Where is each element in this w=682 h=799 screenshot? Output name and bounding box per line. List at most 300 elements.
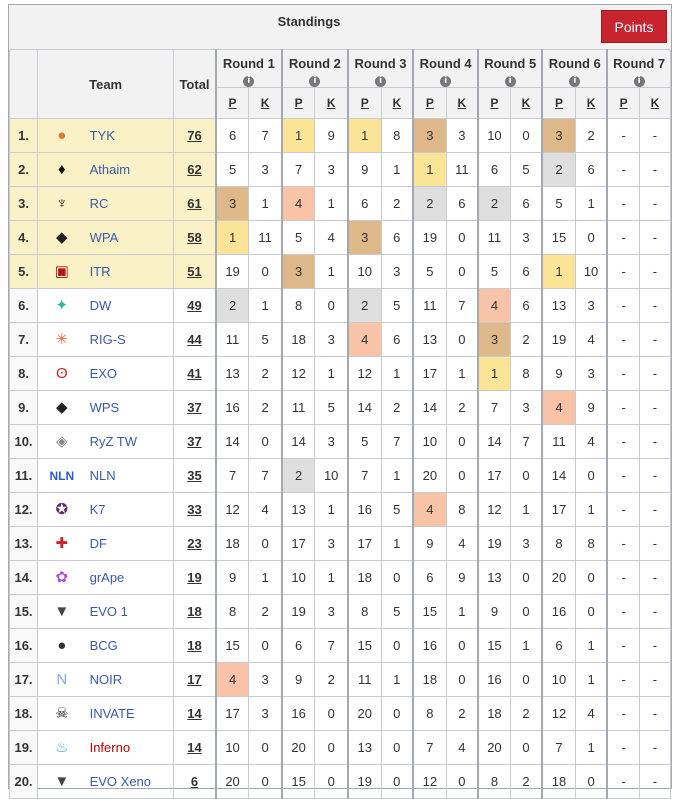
k-label: K bbox=[650, 96, 660, 110]
kills-cell: 0 bbox=[575, 459, 607, 493]
total-value[interactable]: 41 bbox=[187, 366, 202, 381]
team-name-cell bbox=[86, 187, 174, 221]
placement-cell: 11 bbox=[413, 289, 446, 323]
kills-cell: 10 bbox=[315, 459, 348, 493]
kills-cell: 11 bbox=[446, 153, 478, 187]
p-label: P bbox=[490, 96, 499, 110]
kills-cell: 8 bbox=[575, 527, 607, 561]
team-link[interactable]: NLN bbox=[89, 468, 116, 483]
round-6-header bbox=[542, 50, 607, 88]
round-2-p-header[interactable] bbox=[282, 88, 315, 119]
total-value[interactable]: 76 bbox=[187, 128, 202, 143]
placement-cell: 5 bbox=[348, 425, 381, 459]
kills-cell: 7 bbox=[510, 425, 542, 459]
round-3-k-header[interactable] bbox=[381, 88, 413, 119]
placement-cell: 20 bbox=[216, 765, 249, 799]
total-value[interactable]: 17 bbox=[187, 672, 202, 687]
kills-cell: - bbox=[639, 697, 670, 731]
team-logo-icon[interactable]: ● bbox=[57, 126, 67, 144]
info-icon[interactable]: i bbox=[243, 76, 254, 87]
placement-cell: 6 bbox=[542, 629, 575, 663]
table-row bbox=[10, 391, 671, 425]
placement-cell: 1 bbox=[478, 357, 510, 391]
total-value[interactable]: 23 bbox=[187, 536, 202, 551]
placement-cell: 9 bbox=[282, 663, 315, 697]
round-7-k-header[interactable] bbox=[639, 88, 670, 119]
kills-cell: 0 bbox=[446, 459, 478, 493]
round-5-header bbox=[478, 50, 542, 88]
total-value[interactable]: 58 bbox=[187, 230, 202, 245]
kills-cell: 8 bbox=[510, 357, 542, 391]
team-logo-icon[interactable]: ● bbox=[57, 636, 67, 654]
placement-cell: - bbox=[607, 391, 639, 425]
team-link[interactable]: Athaim bbox=[89, 162, 131, 177]
placement-cell: - bbox=[607, 731, 639, 765]
team-link[interactable]: EVO 1 bbox=[89, 604, 128, 619]
team-link[interactable]: EVO Xeno bbox=[89, 774, 152, 789]
total-value[interactable]: 33 bbox=[187, 502, 202, 517]
kills-cell: 1 bbox=[315, 187, 348, 221]
placement-cell: 12 bbox=[478, 493, 510, 527]
placement-cell: 1 bbox=[413, 153, 446, 187]
placement-cell: 3 bbox=[413, 119, 446, 153]
kills-cell: 0 bbox=[510, 663, 542, 697]
team-logo-cell bbox=[38, 493, 86, 527]
total-value[interactable]: 61 bbox=[187, 196, 202, 211]
placement-cell: 1 bbox=[542, 255, 575, 289]
p-label: P bbox=[228, 96, 237, 110]
kills-cell: 1 bbox=[381, 153, 413, 187]
team-logo-icon[interactable]: ♨ bbox=[55, 738, 69, 756]
kills-cell: - bbox=[639, 663, 670, 697]
kills-cell: 0 bbox=[446, 629, 478, 663]
table-row bbox=[10, 493, 671, 527]
kills-cell: 3 bbox=[510, 391, 542, 425]
team-name-cell bbox=[86, 459, 174, 493]
placement-cell: 10 bbox=[348, 255, 381, 289]
round-4-p-header[interactable] bbox=[413, 88, 446, 119]
kills-cell: 10 bbox=[575, 255, 607, 289]
round-3-p-header[interactable] bbox=[348, 88, 381, 119]
team-link[interactable]: BCG bbox=[89, 638, 118, 653]
team-logo-cell bbox=[38, 221, 86, 255]
placement-cell: 13 bbox=[413, 323, 446, 357]
placement-cell: 8 bbox=[478, 765, 510, 799]
placement-cell: 2 bbox=[478, 187, 510, 221]
team-logo-icon[interactable]: ✦ bbox=[55, 296, 69, 314]
kills-cell: 0 bbox=[446, 425, 478, 459]
placement-cell: 19 bbox=[282, 595, 315, 629]
kills-cell: 2 bbox=[249, 391, 282, 425]
placement-cell: 10 bbox=[216, 731, 249, 765]
placement-cell: - bbox=[607, 255, 639, 289]
info-icon[interactable]: i bbox=[634, 76, 645, 87]
placement-cell: 7 bbox=[478, 391, 510, 425]
placement-cell: 17 bbox=[413, 357, 446, 391]
kills-cell: 8 bbox=[446, 493, 478, 527]
kills-cell: - bbox=[639, 765, 670, 799]
placement-cell: 14 bbox=[542, 459, 575, 493]
placement-cell: 18 bbox=[478, 697, 510, 731]
team-link[interactable]: EXO bbox=[89, 366, 118, 381]
placement-cell: 6 bbox=[348, 187, 381, 221]
team-logo-cell bbox=[38, 527, 86, 561]
table-row bbox=[10, 255, 671, 289]
round-4-header bbox=[413, 50, 478, 88]
team-header: Team bbox=[38, 50, 174, 119]
info-icon[interactable]: i bbox=[309, 76, 320, 87]
total-value[interactable]: 51 bbox=[187, 264, 202, 279]
kills-cell: 6 bbox=[510, 187, 542, 221]
placement-cell: 15 bbox=[216, 629, 249, 663]
team-link[interactable]: WPS bbox=[89, 400, 120, 415]
team-link[interactable]: DF bbox=[89, 536, 107, 551]
placement-cell: 13 bbox=[348, 731, 381, 765]
placement-cell: 16 bbox=[348, 493, 381, 527]
placement-cell: - bbox=[607, 459, 639, 493]
team-link[interactable]: grApe bbox=[89, 570, 125, 585]
p-label: P bbox=[425, 96, 434, 110]
total-cell bbox=[174, 629, 216, 663]
team-logo-cell bbox=[38, 425, 86, 459]
placement-cell: 17 bbox=[348, 527, 381, 561]
info-icon[interactable]: i bbox=[440, 76, 451, 87]
table-row bbox=[10, 527, 671, 561]
kills-cell: 3 bbox=[315, 323, 348, 357]
placement-cell: - bbox=[607, 527, 639, 561]
team-logo-icon[interactable]: ◈ bbox=[56, 432, 68, 450]
round-5-p-header[interactable] bbox=[478, 88, 510, 119]
placement-cell: 8 bbox=[216, 595, 249, 629]
kills-cell: 4 bbox=[315, 221, 348, 255]
total-cell bbox=[174, 255, 216, 289]
kills-cell: 4 bbox=[575, 323, 607, 357]
total-value[interactable]: 35 bbox=[187, 468, 202, 483]
total-value[interactable]: 18 bbox=[187, 638, 202, 653]
total-value[interactable]: 44 bbox=[187, 332, 202, 347]
kills-cell: - bbox=[639, 493, 670, 527]
team-link[interactable]: DW bbox=[89, 298, 112, 313]
table-row bbox=[10, 629, 671, 663]
placement-cell: 7 bbox=[282, 153, 315, 187]
team-link[interactable]: RC bbox=[89, 196, 109, 211]
team-logo-cell bbox=[38, 187, 86, 221]
kills-cell: 3 bbox=[446, 119, 478, 153]
placement-cell: 9 bbox=[348, 153, 381, 187]
total-cell bbox=[174, 459, 216, 493]
kills-cell: 1 bbox=[446, 595, 478, 629]
placement-cell: - bbox=[607, 595, 639, 629]
round-2-k-header[interactable] bbox=[315, 88, 348, 119]
round-5-k-header[interactable] bbox=[510, 88, 542, 119]
position-cell: 3. bbox=[10, 187, 38, 221]
placement-cell: 4 bbox=[542, 391, 575, 425]
kills-cell: 0 bbox=[381, 765, 413, 799]
placement-cell: 2 bbox=[216, 289, 249, 323]
kills-cell: 5 bbox=[510, 153, 542, 187]
title-bar bbox=[9, 5, 671, 50]
team-link[interactable]: INVATE bbox=[89, 706, 135, 721]
placement-cell: - bbox=[607, 221, 639, 255]
kills-cell: 2 bbox=[249, 595, 282, 629]
kills-cell: 3 bbox=[315, 425, 348, 459]
placement-cell: - bbox=[607, 697, 639, 731]
team-link[interactable]: WPA bbox=[89, 230, 119, 245]
kills-cell: 0 bbox=[510, 459, 542, 493]
team-logo-icon[interactable]: ✪ bbox=[55, 500, 69, 518]
kills-cell: 0 bbox=[510, 595, 542, 629]
total-cell bbox=[174, 391, 216, 425]
position-cell: 5. bbox=[10, 255, 38, 289]
placement-cell: 2 bbox=[542, 153, 575, 187]
team-logo-icon[interactable]: ☠ bbox=[55, 704, 69, 722]
kills-cell: 1 bbox=[510, 493, 542, 527]
team-name-cell bbox=[86, 663, 174, 697]
team-link[interactable]: Inferno bbox=[89, 740, 131, 755]
info-icon[interactable]: i bbox=[505, 76, 516, 87]
p-label: P bbox=[294, 96, 303, 110]
placement-cell: 13 bbox=[478, 561, 510, 595]
total-value[interactable]: 37 bbox=[187, 434, 202, 449]
placement-cell: 20 bbox=[478, 731, 510, 765]
placement-cell: 15 bbox=[478, 629, 510, 663]
total-value[interactable]: 62 bbox=[187, 162, 202, 177]
round-6-p-header[interactable] bbox=[542, 88, 575, 119]
placement-cell: 6 bbox=[413, 561, 446, 595]
kills-cell: 0 bbox=[510, 561, 542, 595]
kills-cell: 0 bbox=[446, 663, 478, 697]
team-name-cell bbox=[86, 255, 174, 289]
team-name-cell bbox=[86, 119, 174, 153]
placement-cell: 10 bbox=[413, 425, 446, 459]
kills-cell: 5 bbox=[381, 289, 413, 323]
team-logo-icon[interactable]: ʘ bbox=[55, 364, 68, 382]
kills-cell: 1 bbox=[575, 493, 607, 527]
team-link[interactable]: NOIR bbox=[89, 672, 123, 687]
total-cell bbox=[174, 357, 216, 391]
position-cell: 12. bbox=[10, 493, 38, 527]
kills-cell: 0 bbox=[249, 765, 282, 799]
team-logo-icon[interactable]: N bbox=[56, 670, 68, 688]
placement-cell: 4 bbox=[282, 187, 315, 221]
kills-cell: - bbox=[639, 357, 670, 391]
team-link[interactable]: RIG-S bbox=[89, 332, 126, 347]
team-logo-icon[interactable]: ✳ bbox=[55, 330, 69, 348]
team-logo-icon[interactable]: ▼ bbox=[54, 772, 70, 790]
round-1-k-header[interactable] bbox=[249, 88, 282, 119]
kills-cell: - bbox=[639, 561, 670, 595]
placement-cell: - bbox=[607, 187, 639, 221]
kills-cell: 0 bbox=[315, 697, 348, 731]
table-row bbox=[10, 119, 671, 153]
placement-cell: - bbox=[607, 493, 639, 527]
placement-cell: 6 bbox=[282, 629, 315, 663]
round-4-k-header[interactable] bbox=[446, 88, 478, 119]
placement-cell: 8 bbox=[282, 289, 315, 323]
placement-cell: 1 bbox=[348, 119, 381, 153]
total-value[interactable]: 6 bbox=[190, 774, 199, 789]
team-name-cell bbox=[86, 493, 174, 527]
kills-cell: 3 bbox=[575, 357, 607, 391]
kills-cell: 1 bbox=[575, 663, 607, 697]
team-name-cell bbox=[86, 323, 174, 357]
total-value[interactable]: 18 bbox=[187, 604, 202, 619]
team-logo-cell bbox=[38, 765, 86, 799]
kills-cell: 2 bbox=[510, 323, 542, 357]
table-row bbox=[10, 459, 671, 493]
team-logo-cell bbox=[38, 459, 86, 493]
team-link[interactable]: TYK bbox=[89, 128, 115, 143]
team-logo-cell bbox=[38, 697, 86, 731]
kills-cell: 0 bbox=[510, 119, 542, 153]
team-logo-cell bbox=[38, 323, 86, 357]
placement-cell: 16 bbox=[542, 595, 575, 629]
table-row bbox=[10, 323, 671, 357]
kills-cell: 2 bbox=[381, 391, 413, 425]
kills-cell: 9 bbox=[446, 561, 478, 595]
team-logo-icon[interactable]: ▼ bbox=[54, 602, 70, 620]
placement-cell: - bbox=[607, 425, 639, 459]
placement-cell: 8 bbox=[413, 697, 446, 731]
total-cell bbox=[174, 765, 216, 799]
placement-cell: 2 bbox=[348, 289, 381, 323]
placement-cell: 16 bbox=[282, 697, 315, 731]
placement-cell: 20 bbox=[348, 697, 381, 731]
team-logo-cell bbox=[38, 561, 86, 595]
total-cell bbox=[174, 187, 216, 221]
team-link[interactable]: ITR bbox=[89, 264, 111, 279]
kills-cell: 0 bbox=[381, 731, 413, 765]
placement-cell: 11 bbox=[542, 425, 575, 459]
total-cell bbox=[174, 323, 216, 357]
round-7-p-header[interactable] bbox=[607, 88, 639, 119]
k-label: K bbox=[521, 96, 531, 110]
team-name-cell bbox=[86, 697, 174, 731]
kills-cell: 0 bbox=[381, 697, 413, 731]
placement-cell: 20 bbox=[282, 731, 315, 765]
kills-cell: 9 bbox=[315, 119, 348, 153]
kills-cell: 6 bbox=[446, 187, 478, 221]
p-label: P bbox=[360, 96, 369, 110]
team-logo-icon[interactable]: ▣ bbox=[54, 262, 69, 280]
placement-cell: 17 bbox=[282, 527, 315, 561]
table-row bbox=[10, 357, 671, 391]
kills-cell: 0 bbox=[249, 527, 282, 561]
kills-cell: 4 bbox=[446, 731, 478, 765]
placement-cell: 13 bbox=[542, 289, 575, 323]
placement-cell: 15 bbox=[348, 629, 381, 663]
round-6-k-header[interactable] bbox=[575, 88, 607, 119]
placement-cell: 3 bbox=[216, 187, 249, 221]
kills-cell: 1 bbox=[381, 663, 413, 697]
kills-cell: 0 bbox=[575, 561, 607, 595]
team-logo-icon[interactable]: ♦ bbox=[57, 160, 66, 178]
total-value[interactable]: 49 bbox=[187, 298, 202, 313]
kills-cell: 1 bbox=[315, 493, 348, 527]
placement-cell: 7 bbox=[348, 459, 381, 493]
team-logo-icon[interactable]: ♆ bbox=[56, 194, 68, 212]
placement-cell: 19 bbox=[348, 765, 381, 799]
team-logo-icon[interactable]: ◆ bbox=[56, 398, 68, 416]
placement-cell: 18 bbox=[216, 527, 249, 561]
kills-cell: 2 bbox=[446, 697, 478, 731]
kills-cell: 0 bbox=[315, 731, 348, 765]
placement-cell: 14 bbox=[216, 425, 249, 459]
kills-cell: 6 bbox=[381, 323, 413, 357]
round-label: Round 4 bbox=[419, 56, 472, 71]
placement-cell: 11 bbox=[282, 391, 315, 425]
kills-cell: - bbox=[639, 119, 670, 153]
placement-cell: 10 bbox=[478, 119, 510, 153]
round-1-p-header[interactable] bbox=[216, 88, 249, 119]
total-value[interactable]: 19 bbox=[187, 570, 202, 585]
team-name-cell bbox=[86, 765, 174, 799]
placement-cell: 3 bbox=[478, 323, 510, 357]
team-logo-icon[interactable]: ◆ bbox=[56, 228, 68, 246]
placement-cell: 4 bbox=[413, 493, 446, 527]
kills-cell: 0 bbox=[381, 629, 413, 663]
kills-cell: - bbox=[639, 187, 670, 221]
k-label: K bbox=[392, 96, 402, 110]
kills-cell: 1 bbox=[381, 459, 413, 493]
table-row bbox=[10, 561, 671, 595]
placement-cell: 5 bbox=[216, 153, 249, 187]
team-logo-icon[interactable]: ✚ bbox=[55, 534, 69, 552]
kills-cell: 6 bbox=[510, 289, 542, 323]
table-row bbox=[10, 595, 671, 629]
total-value[interactable]: 14 bbox=[187, 740, 202, 755]
placement-cell: 12 bbox=[216, 493, 249, 527]
table-row bbox=[10, 289, 671, 323]
team-logo-icon[interactable]: NLN bbox=[49, 468, 75, 483]
team-name-cell bbox=[86, 221, 174, 255]
total-value[interactable]: 37 bbox=[187, 400, 202, 415]
kills-cell: 1 bbox=[315, 255, 348, 289]
placement-cell: - bbox=[607, 119, 639, 153]
total-cell bbox=[174, 697, 216, 731]
placement-cell: 3 bbox=[542, 119, 575, 153]
team-logo-cell bbox=[38, 731, 86, 765]
round-label: Round 3 bbox=[354, 56, 407, 71]
team-logo-icon[interactable]: ✿ bbox=[55, 568, 69, 586]
total-cell bbox=[174, 561, 216, 595]
placement-cell: 2 bbox=[413, 187, 446, 221]
kills-cell: 1 bbox=[381, 357, 413, 391]
table-row bbox=[10, 187, 671, 221]
info-icon[interactable]: i bbox=[375, 76, 386, 87]
position-cell: 15. bbox=[10, 595, 38, 629]
kills-cell: 2 bbox=[315, 663, 348, 697]
placement-cell: 4 bbox=[216, 663, 249, 697]
kills-cell: 7 bbox=[249, 459, 282, 493]
team-logo-cell bbox=[38, 119, 86, 153]
kills-cell: 0 bbox=[315, 289, 348, 323]
total-value[interactable]: 14 bbox=[187, 706, 202, 721]
total-cell bbox=[174, 731, 216, 765]
position-header bbox=[10, 50, 38, 119]
kills-cell: - bbox=[639, 391, 670, 425]
position-cell: 4. bbox=[10, 221, 38, 255]
team-link[interactable]: RyZ TW bbox=[89, 434, 138, 449]
info-icon[interactable]: i bbox=[569, 76, 580, 87]
team-link[interactable]: K7 bbox=[89, 502, 106, 517]
points-button[interactable]: Points bbox=[601, 10, 667, 43]
total-cell bbox=[174, 663, 216, 697]
kills-cell: 6 bbox=[510, 255, 542, 289]
table-row bbox=[10, 221, 671, 255]
kills-cell: 0 bbox=[446, 323, 478, 357]
kills-cell: 4 bbox=[249, 493, 282, 527]
